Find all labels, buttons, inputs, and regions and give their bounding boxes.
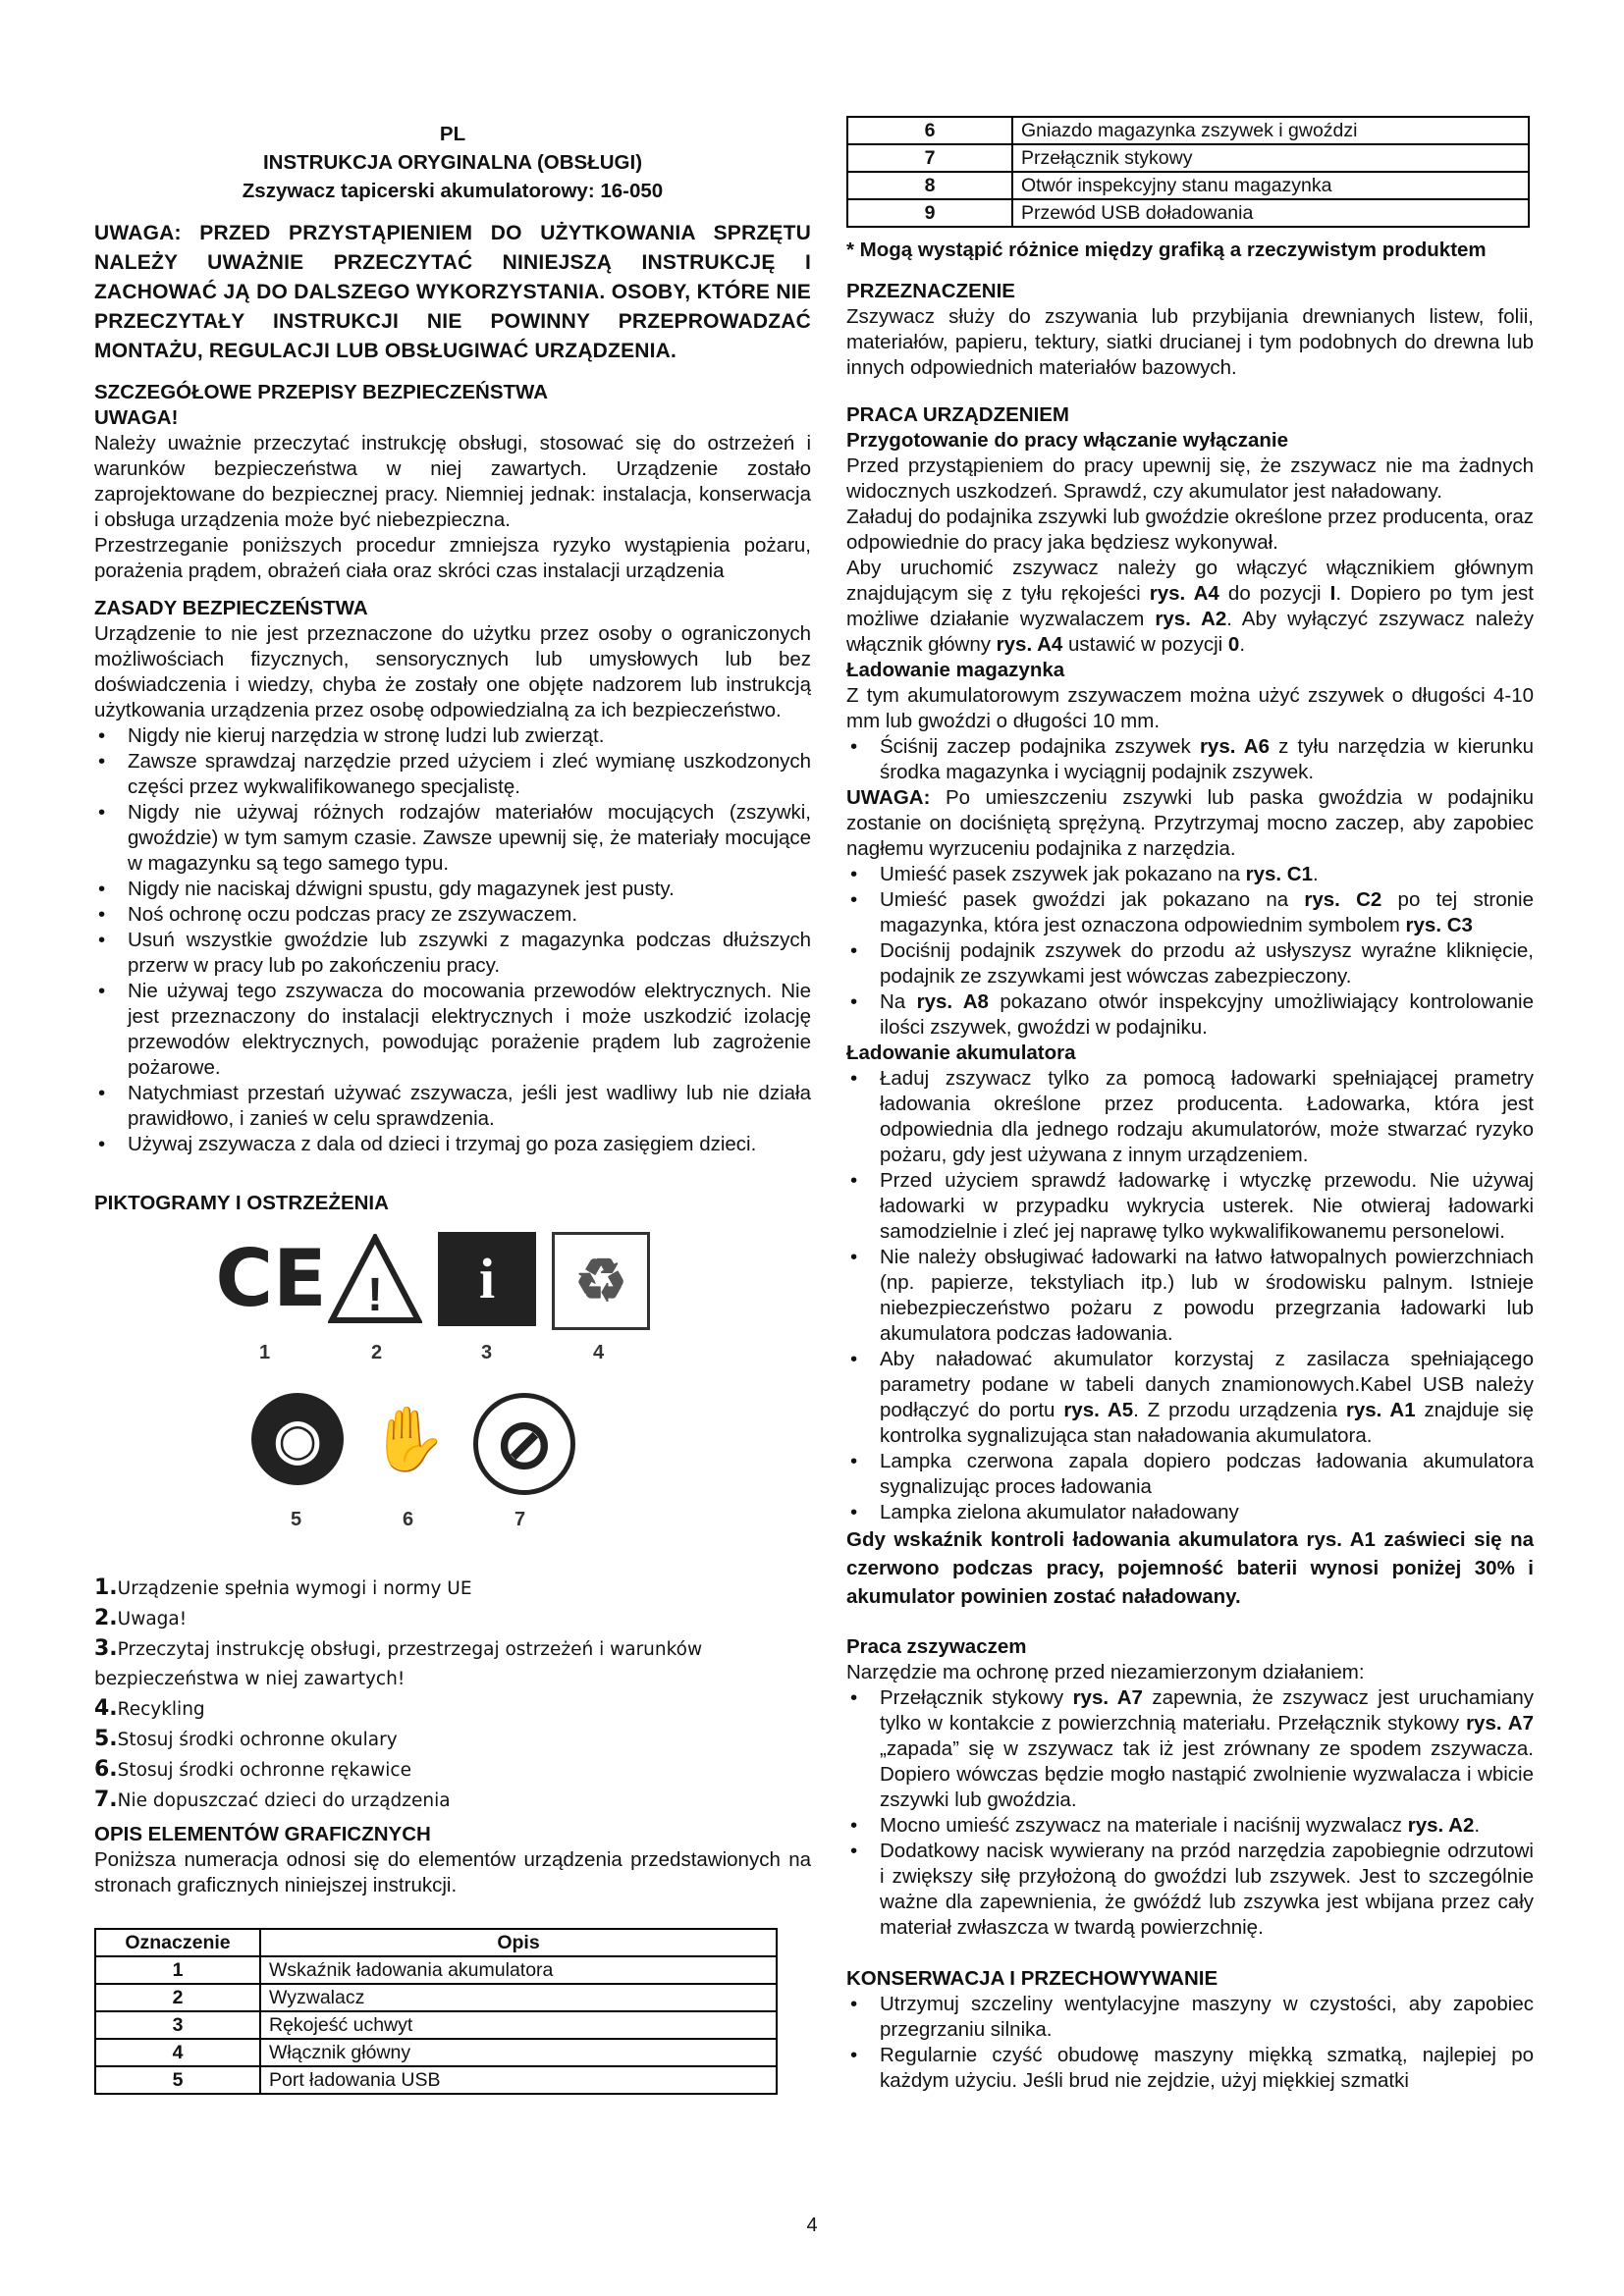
- purpose-heading: PRZEZNACZENIE: [846, 280, 1015, 302]
- battery-bullet: • Lampka czerwona zapala dopiero podczas ładowania akumulatora sygnalizując proces ładowania: [846, 1449, 1534, 1500]
- rules-list: [94, 723, 811, 1157]
- pictogram-number: 7: [514, 1509, 526, 1530]
- battery-list: [846, 1066, 1534, 1525]
- maintenance-bullet: • Utrzymuj szczeliny wentylacyjne maszyny w czystości, aby zapobiec przegrzaniu silnika.: [846, 1992, 1534, 2043]
- battery-bullet: • Nie należy obsługiwać ładowarki na łatwo łatwopalnych powierzchniach (np. papierze, tekstyliach itp.) lub w środowisku palnym. Istnieje niebezpieczeństwo pożaru z powodu przegrzania ładowarki lub akumulatora podczas ładowania.: [846, 1245, 1534, 1347]
- stapler-heading: Praca zszywaczem: [846, 1635, 1027, 1658]
- no-children-icon: ⊘: [473, 1393, 575, 1495]
- recycling-icon: ♻: [552, 1232, 650, 1330]
- magazine-bullet: • Ściśnij zaczep podajnika zszywek rys. A6 z tyłu narzędzia w kierunku środka magazynka i wyciągnij podajnik zszywek.: [846, 734, 1534, 785]
- magazine-list-1: [846, 734, 1534, 785]
- protective-gloves-icon: ✋: [361, 1391, 456, 1487]
- rules-bullet: • Nie używaj tego zszywacza do mocowania przewodów elektrycznych. Nie jest przeznaczony do instalacji elektrycznych i może uszkodzić izolację przewodów elektrycznych, powodując porażenie prądem lub zagrożenie pożarowe.: [94, 979, 811, 1081]
- pictograms-figure: [94, 1230, 811, 1574]
- magazine-bullet: • Dociśnij podajnik zszywek do przodu aż usłyszysz wyraźne kliknięcie, podajnik ze zszywkami jest wówczas zabezpieczony.: [846, 938, 1534, 989]
- work-paragraph-1: Przed przystąpieniem do pracy upewnij się, że zszywacz nie ma żadnych widocznych uszkodzeń. Sprawdź, czy akumulator jest naładowany.: [846, 454, 1534, 503]
- legend-item: 6.Stosuj środki ochronne rękawice: [94, 1757, 411, 1782]
- stapler-bullet: • Przełącznik stykowy rys. A7 zapewnia, że zszywacz jest uruchamiany tylko w kontakcie z powierzchnią materiału. Przełącznik stykowy rys. A7 „zapada” się w zszywacz tak iż jest zrównany ze spodem zszywacza. Dopiero wówczas będzie mogło nastąpić zwolnienie wyzwalacza i wbicie zszywki lub gwoździa.: [846, 1685, 1534, 1813]
- graphics-note: * Mogą wystąpić różnice między grafiką a rzeczywistym produktem: [846, 239, 1487, 261]
- rules-bullet: • Używaj zszywacza z dala od dzieci i trzymaj go poza zasięgiem dzieci.: [94, 1132, 811, 1157]
- rules-bullet: • Nigdy nie naciskaj dźwigni spustu, gdy magazynek jest pusty.: [94, 877, 811, 902]
- battery-bullet: • Ładuj zszywacz tylko za pomocą ładowarki spełniającej prametry ładowania określone przez producenta. Ładowarka, która jest odpowiednia dla jednego rodzaju akumulatorów, może stwarzać ryzyko pożaru, gdy jest używana z innym urządzeniem.: [846, 1066, 1534, 1168]
- work-heading: PRACA URZĄDZENIEM: [846, 403, 1070, 426]
- stapler-bullet: • Mocno umieść zszywacz na materiale i naciśnij wyzwalacz rys. A2.: [846, 1813, 1534, 1839]
- work-paragraph-2: Załaduj do podajnika zszywki lub gwoździe określone przez producenta, oraz odpowiednie do pracy jaka będziesz wykonywał.: [846, 506, 1534, 554]
- rules-bullet: • Noś ochronę oczu podczas pracy ze zszywaczem.: [94, 902, 811, 928]
- rules-heading: ZASADY BEZPIECZEŃSTWA: [94, 597, 368, 619]
- safety-paragraph-1: Należy uważnie przeczytać instrukcję obsługi, stosować się do ostrzeżeń i warunków bezpieczeństwa w niej zawartych. Urządzenie zostało zaprojektowane do bezpiecznej pracy. Niemniej jednak: instalacja, konserwacja i obsługa urządzenia może być niebezpieczna.: [94, 432, 811, 531]
- rules-bullet: • Natychmiast przestań używać zszywacza, jeśli jest wadliwy lub nie działa prawidłowo, i zanieś w celu sprawdzenia.: [94, 1081, 811, 1132]
- magazine-bullet: • Umieść pasek zszywek jak pokazano na rys. C1.: [846, 862, 1534, 887]
- table-row: 3 Rękojeść uchwyt: [95, 2011, 777, 2039]
- pictogram-number: 4: [593, 1342, 605, 1363]
- pictograms-heading: PIKTOGRAMY I OSTRZEŻENIA: [94, 1192, 389, 1214]
- table-row: 4 Włącznik główny: [95, 2039, 777, 2066]
- battery-warning-paragraph: Gdy wskaźnik kontroli ładowania akumulatora rys. A1 zaświeci się na czerwono podczas pracy, pojemność baterii wynosi poniżej 30% i akumulator powinien zostać naładowany.: [846, 1528, 1534, 1608]
- magazine-list-2: [846, 862, 1534, 1041]
- elements-heading: OPIS ELEMENTÓW GRAFICZNYCH: [94, 1823, 431, 1845]
- right-column: [846, 116, 1534, 2094]
- legend-item: 2.Uwaga!: [94, 1606, 188, 1630]
- work-subheading-magazine: Ładowanie magazynka: [846, 659, 1065, 681]
- elements-intro: Poniższa numeracja odnosi się do elementów urządzenia przedstawionych na stronach graficznych niniejszej instrukcji.: [94, 1848, 811, 1896]
- stapler-bullet: • Dodatkowy nacisk wywierany na przód narzędzia zapobiegnie odrzutowi i zwiększy siłę przyłożoną do gwoździ lub zszywek. Jest to szczególnie ważne dla zapewnienia, że gwóźdź lub zszywka jest wbijana przez cały materiał zwłaszcza w twardą powierzchnię.: [846, 1839, 1534, 1941]
- read-manual-icon: i: [438, 1232, 536, 1326]
- rules-intro: Urządzenie to nie jest przeznaczone do użytku przez osoby o ograniczonych możliwościach fizycznych, sensorycznych lub umysłowych lub bez doświadczenia i wiedzy, chyba że zostały one objęte nadzorem lub instrukcją użytkowania urządzenia przez osobę odpowiedzialną za ich bezpieczeństwo.: [94, 622, 811, 721]
- document-header: [94, 120, 811, 205]
- magazine-uwaga: UWAGA: Po umieszczeniu zszywki lub paska gwoździa w podajniku zostanie on dociśniętą sprężyną. Przytrzymaj mocno zaczep, aby zapobiec nagłemu wyrzuceniu podajnika z narzędzia.: [846, 786, 1534, 860]
- legend-item: 7.Nie dopuszczać dzieci do urządzenia: [94, 1788, 451, 1812]
- pictogram-number: 3: [481, 1342, 493, 1363]
- language-code: PL: [439, 123, 466, 145]
- pictogram-number: 1: [259, 1342, 271, 1363]
- warning-triangle-icon: [328, 1234, 422, 1324]
- work-paragraph-4: Z tym akumulatorowym zszywaczem można użyć zszywek o długości 4-10 mm lub gwoździ o długości 10 mm.: [846, 684, 1534, 732]
- magazine-bullet: • Umieść pasek gwoździ jak pokazano na rys. C2 po tej stronie magazynka, która jest oznaczona odpowiednim symbolem rys. C3: [846, 887, 1534, 938]
- warning-triangle-glyph: !: [367, 1269, 383, 1321]
- table-header-cell: Opis: [260, 1929, 777, 1956]
- document-subtitle: Zszywacz tapicerski akumulatorowy: 16-050: [242, 180, 664, 202]
- purpose-text: Zszywacz służy do zszywania lub przybijania drewnianych listew, folii, materiałów, papieru, tektury, siatki drucianej i tym podobnych do drewna lub innych odpowiednich materiałów bazowych.: [846, 305, 1534, 379]
- magazine-bullet: • Na rys. A8 pokazano otwór inspekcyjny umożliwiający kontrolowanie ilości zszywek, gwoździ w podajniku.: [846, 989, 1534, 1041]
- page-number: 4: [806, 2215, 818, 2236]
- pictogram-number: 6: [403, 1509, 414, 1530]
- table-row: 9 Przewód USB doładowania: [847, 199, 1529, 227]
- table-row: 1 Wskaźnik ładowania akumulatora: [95, 1956, 777, 1984]
- work-paragraph-3: Aby uruchomić zszywacz należy go włączyć włącznikiem głównym znajdującym się z tyłu rękojeści rys. A4 do pozycji I. Dopiero po tym jest możliwe działanie wyzwalaczem rys. A2. Aby wyłączyć zszywacz należy włącznik główny rys. A4 ustawić w pozycji 0.: [846, 557, 1534, 656]
- table-header-cell: Oznaczenie: [95, 1929, 260, 1956]
- ce-mark-icon: CE: [222, 1230, 320, 1328]
- maintenance-bullet: • Regularnie czyść obudowę maszyny miękką szmatką, najlepiej po każdym użyciu. Jeśli brud nie zejdzie, użyj miękkiej szmatki: [846, 2043, 1534, 2094]
- work-subheading-battery: Ładowanie akumulatora: [846, 1041, 1076, 1064]
- elements-table: [94, 1928, 778, 2095]
- rules-bullet: • Usuń wszystkie gwoździe lub zszywki z magazynka podczas dłuższych przerw w pracy lub po zakończeniu pracy.: [94, 928, 811, 979]
- table-row: 6 Gniazdo magazynka zszywek i gwoździ: [847, 117, 1529, 144]
- safety-goggles-icon: ◉: [251, 1393, 344, 1485]
- maintenance-heading: KONSERWACJA I PRZECHOWYWANIE: [846, 1967, 1218, 1990]
- stapler-intro: Narzędzie ma ochronę przed niezamierzonym działaniem:: [846, 1661, 1365, 1683]
- table-row: 7 Przełącznik stykowy: [847, 144, 1529, 172]
- battery-bullet: • Aby naładować akumulator korzystaj z zasilacza spełniającego parametry podane w tabeli danych znamionowych.Kabel USB należy podłączyć do portu rys. A5. Z przodu urządzenia rys. A1 znajduje się kontrolka sygnalizująca stan naładowania akumulatora.: [846, 1347, 1534, 1449]
- maintenance-list: [846, 1992, 1534, 2094]
- legend-item: 1.Urządzenie spełnia wymogi i normy UE: [94, 1575, 472, 1600]
- document-title: INSTRUKCJA ORYGINALNA (OBSŁUGI): [262, 151, 643, 174]
- legend-item: 3.Przeczytaj instrukcję obsługi, przestrzegaj ostrzeżeń i warunków bezpieczeństwa w niej zawartych!: [94, 1636, 703, 1689]
- table-row: 5 Port ładowania USB: [95, 2066, 777, 2094]
- safety-paragraph-2: Przestrzeganie poniższych procedur zmniejsza ryzyko wystąpienia pożaru, porażenia prądem, obrażeń ciała oraz skróci czas instalacji urządzenia: [94, 534, 811, 582]
- rules-bullet: • Nigdy nie używaj różnych rodzajów materiałów mocujących (zszywki, gwoździe) w tym samym czasie. Zawsze upewnij się, że materiały mocujące w magazynku są tego samego typu.: [94, 800, 811, 877]
- table-row: 2 Wyzwalacz: [95, 1984, 777, 2011]
- main-warning: UWAGA: PRZED PRZYSTĄPIENIEM DO UŻYTKOWANIA SPRZĘTU NALEŻY UWAŻNIE PRZECZYTAĆ NINIEJSZĄ INSTRUKCJĘ I ZACHOWAĆ JĄ DO DALSZEGO WYKORZYSTANIA. OSOBY, KTÓRE NIE PRZECZYTAŁY INSTRUKCJI NIE POWINNY PRZEPROWADZAĆ MONTAŻU, REGULACJI LUB OBSŁUGIWAĆ URZĄDZENIA.: [94, 222, 811, 362]
- rules-bullet: • Nigdy nie kieruj narzędzia w stronę ludzi lub zwierząt.: [94, 723, 811, 749]
- battery-bullet: • Lampka zielona akumulator naładowany: [846, 1500, 1534, 1525]
- battery-bullet: • Przed użyciem sprawdź ładowarkę i wtyczkę przewodu. Nie używaj ładowarki w przypadku wykrycia usterek. Nie otwieraj ładowarki samodzielnie i zleć jej naprawę tylko wykwalifikowanemu personelowi.: [846, 1168, 1534, 1245]
- stapler-list: [846, 1685, 1534, 1941]
- left-column: [94, 120, 811, 2095]
- work-subheading-prep: Przygotowanie do pracy włączanie wyłączanie: [846, 429, 1289, 452]
- safety-uwaga: UWAGA!: [94, 406, 179, 429]
- legend-item: 4.Recykling: [94, 1696, 205, 1721]
- pictogram-number: 2: [371, 1342, 383, 1363]
- safety-heading: SZCZEGÓŁOWE PRZEPISY BEZPIECZEŃSTWA: [94, 381, 549, 403]
- table-header-row: [95, 1929, 777, 1956]
- legend-item: 5.Stosuj środki ochronne okulary: [94, 1727, 398, 1751]
- table-row: 8 Otwór inspekcyjny stanu magazynka: [847, 172, 1529, 199]
- elements-table-continued: [846, 116, 1530, 228]
- pictogram-number: 5: [291, 1509, 302, 1530]
- rules-bullet: • Zawsze sprawdzaj narzędzie przed użyciem i zleć wymianę uszkodzonych części przez wykwalifikowanego specjalistę.: [94, 749, 811, 800]
- pictogram-legend: [94, 1574, 811, 1816]
